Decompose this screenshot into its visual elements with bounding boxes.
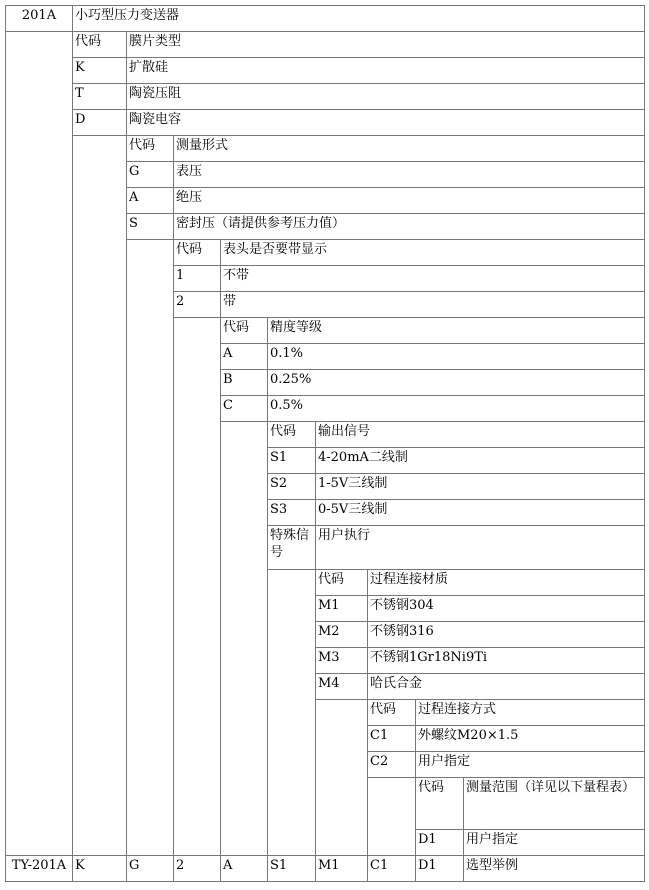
option-label: 用户执行 <box>318 528 371 543</box>
grid-line <box>220 317 221 882</box>
option-label: 0.1% <box>270 346 304 361</box>
option-code: S2 <box>270 476 288 491</box>
group-title: 测量范围（详见以下量程表） <box>466 780 636 795</box>
option-code: D <box>75 112 86 127</box>
group-title: 测量形式 <box>176 138 229 153</box>
code-header: 代码 <box>223 320 250 335</box>
option-code: M4 <box>318 676 340 691</box>
option-label: 绝压 <box>176 190 203 205</box>
option-code: M2 <box>318 624 340 639</box>
grid-line <box>173 239 174 882</box>
code-header: 代码 <box>418 780 445 795</box>
example-label: 选型举例 <box>466 858 519 873</box>
option-code: B <box>223 372 233 387</box>
option-code: S1 <box>270 450 288 465</box>
group-title: 输出信号 <box>318 424 371 439</box>
option-label: 4-20mA二线制 <box>318 450 408 465</box>
option-code: M1 <box>318 598 340 613</box>
option-code: 1 <box>176 268 185 283</box>
option-code: S3 <box>270 502 288 517</box>
option-label: 表压 <box>176 164 203 179</box>
option-label: 哈氏合金 <box>370 676 423 691</box>
example-code: S1 <box>270 858 288 873</box>
option-label: 用户指定 <box>466 832 519 847</box>
group-title: 精度等级 <box>270 320 323 335</box>
grid-line <box>267 421 268 882</box>
example-model: TY-201A <box>11 858 67 873</box>
option-code: M3 <box>318 650 340 665</box>
option-label: 0.5% <box>270 398 304 413</box>
option-label: 外螺纹M20×1.5 <box>418 728 519 743</box>
example-code: C1 <box>370 858 389 873</box>
grid-line <box>5 881 645 882</box>
option-label: 用户指定 <box>418 754 471 769</box>
group-title: 表头是否要带显示 <box>223 242 328 257</box>
option-code: S <box>129 216 138 231</box>
option-code: C1 <box>370 728 389 743</box>
product-name: 小巧型压力变送器 <box>75 8 180 23</box>
example-code: M1 <box>318 858 340 873</box>
example-code: G <box>129 858 140 873</box>
group-title: 膜片类型 <box>129 34 182 49</box>
model-number: 201A <box>21 8 57 23</box>
code-header: 代码 <box>75 34 102 49</box>
grid-line <box>72 31 73 882</box>
option-code: T <box>75 86 84 101</box>
example-code: 2 <box>176 858 185 873</box>
option-code: C <box>223 398 233 413</box>
option-label: 密封压（请提供参考压力值） <box>176 216 346 231</box>
option-label: 不锈钢1Gr18Ni9Ti <box>370 650 488 665</box>
group-title: 过程连接材质 <box>370 572 449 587</box>
code-header: 代码 <box>370 702 397 717</box>
option-label: 0.25% <box>270 372 312 387</box>
option-label: 带 <box>223 294 237 309</box>
grid-line <box>315 569 316 882</box>
option-label: 陶瓷压阻 <box>129 86 182 101</box>
option-code: G <box>129 164 140 179</box>
option-label: 扩散硅 <box>129 60 169 75</box>
option-code: A <box>129 190 139 205</box>
option-label: 不锈钢304 <box>370 598 434 613</box>
option-code: C2 <box>370 754 389 769</box>
example-code: A <box>223 858 233 873</box>
option-label: 0-5V三线制 <box>318 502 388 517</box>
group-title: 过程连接方式 <box>418 702 497 717</box>
example-code: K <box>75 858 85 873</box>
option-label: 1-5V三线制 <box>318 476 388 491</box>
option-label: 不锈钢316 <box>370 624 434 639</box>
grid-line <box>5 5 6 882</box>
option-code: A <box>223 346 233 361</box>
option-label: 不带 <box>223 268 250 283</box>
option-label: 陶瓷电容 <box>129 112 182 127</box>
code-header: 代码 <box>176 242 203 257</box>
option-code: 2 <box>176 294 185 309</box>
example-code: D1 <box>418 858 437 873</box>
grid-line <box>126 135 127 882</box>
option-code: 特殊信号 <box>270 528 310 560</box>
code-header: 代码 <box>129 138 156 153</box>
code-header: 代码 <box>318 572 345 587</box>
code-header: 代码 <box>270 424 297 439</box>
option-code: D1 <box>418 832 437 847</box>
option-code: K <box>75 60 85 75</box>
